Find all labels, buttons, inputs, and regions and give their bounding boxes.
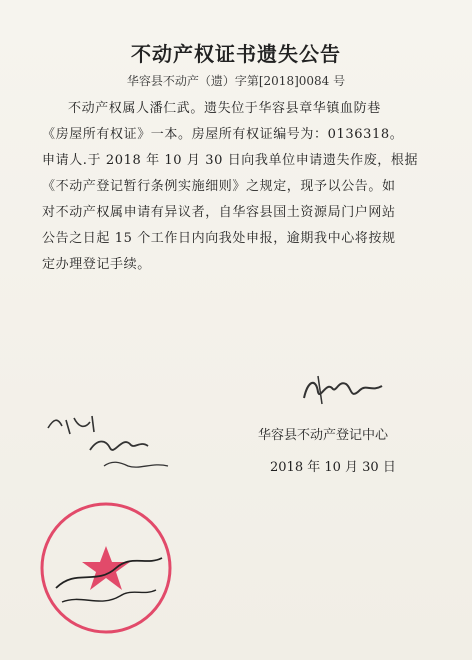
body-line-4: 《不动产登记暂行条例实施细则》之规定，现予以公告。如 bbox=[42, 179, 396, 194]
body-line-2: 《房屋所有权证》一本。房屋所有权证编号为：0136318。 bbox=[42, 127, 404, 142]
official-seal bbox=[36, 498, 176, 638]
document-number: 华容县不动产（遗）字第[2018]0084 号 bbox=[126, 74, 346, 88]
issuer-name: 华容县不动产登记中心 bbox=[258, 428, 389, 443]
body-line-1: 不动产权属人潘仁武。遗失位于华容县章华镇血防巷 bbox=[68, 101, 381, 116]
body-line-6: 公告之日起 15 个工作日内向我处申报，逾期我中心将按规 bbox=[42, 231, 396, 246]
signature-image bbox=[298, 370, 388, 410]
handwritten-note bbox=[40, 400, 200, 480]
body-line-3: 申请人.于 2018 年 10 月 30 日向我单位申请遗失作废，根据 bbox=[42, 153, 419, 168]
announcement-body bbox=[42, 96, 442, 278]
body-line-7: 定办理登记手续。 bbox=[42, 257, 151, 272]
body-line-5: 对不动产权属申请有异议者，自华容县国土资源局门户网站 bbox=[42, 205, 396, 220]
page-title: 不动产权证书遗失公告 bbox=[131, 42, 341, 66]
issue-date: 2018 年 10 月 30 日 bbox=[270, 460, 396, 475]
